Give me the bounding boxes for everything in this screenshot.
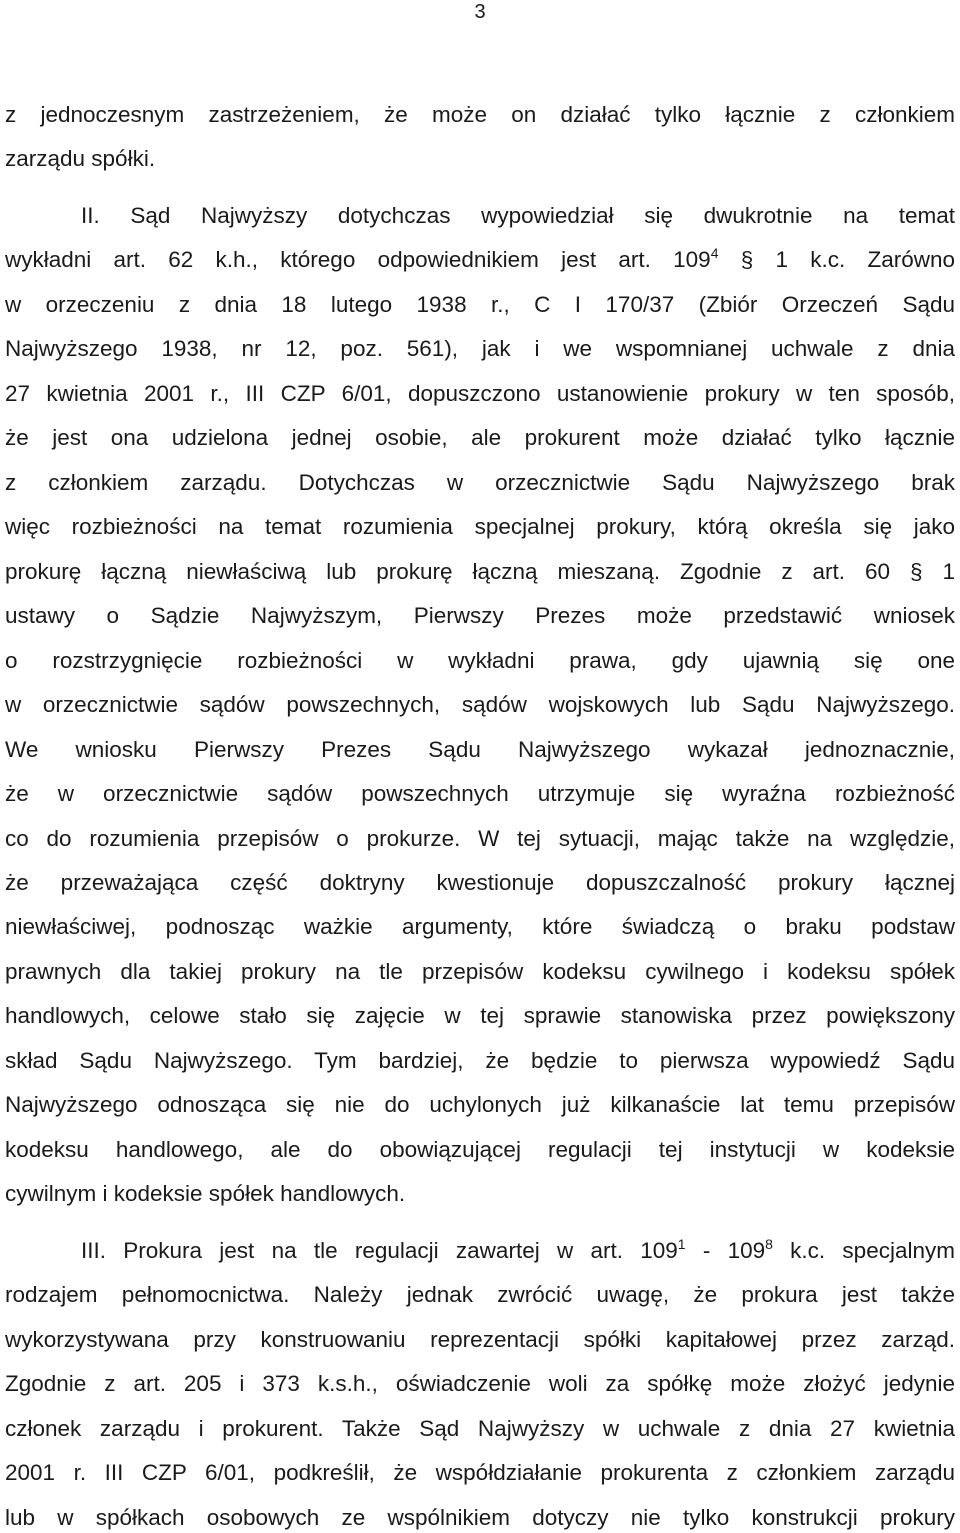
text-line: niewłaściwej, podnosząc ważkie argumenty, które świadczą o braku podstaw <box>5 914 955 939</box>
text-line <box>81 1236 955 1266</box>
text-line: We wniosku Pierwszy Prezes Sądu Najwyższego wykazał jednoznacznie, <box>5 737 955 762</box>
text-line: w orzeczeniu z dnia 18 lutego 1938 r., C I 170/37 (Zbiór Orzeczeń Sądu <box>5 292 955 317</box>
superscript: 1 <box>677 1236 686 1252</box>
text-line: wykorzystywana przy konstruowaniu reprezentacji spółki kapitałowej przez zarząd. <box>5 1327 955 1352</box>
text-line: prokurę łączną niewłaściwą lub prokurę łączną mieszaną. Zgodnie z art. 60 § 1 <box>5 559 955 584</box>
text-line: więc rozbieżności na temat rozumienia specjalnej prokury, którą określa się jako <box>5 514 955 539</box>
text-fragment: - 109 <box>685 1238 766 1263</box>
text-fragment: wykładni art. 62 k.h., którego odpowiednikiem jest art. 109 <box>5 247 711 272</box>
text-line <box>5 245 955 275</box>
superscript: 8 <box>765 1236 773 1252</box>
text-line: z jednoczesnym zastrzeżeniem, że może on działać tylko łącznie z członkiem <box>5 102 955 127</box>
text-line: że jest ona udzielona jednej osobie, ale prokurent może działać tylko łącznie <box>5 425 955 450</box>
text-line: II. Sąd Najwyższy dotychczas wypowiedział się dwukrotnie na temat <box>81 203 955 228</box>
text-fragment: § 1 k.c. Zarówno <box>718 247 955 272</box>
text-line: co do rozumienia przepisów o prokurze. W tej sytuacji, mając także na względzie, <box>5 826 955 851</box>
text-line: że w orzecznictwie sądów powszechnych utrzymuje się wyraźna rozbieżność <box>5 781 955 806</box>
text-line: o rozstrzygnięcie rozbieżności w wykładni prawa, gdy ujawnią się one <box>5 648 955 673</box>
text-line: zarządu spółki. <box>5 146 156 171</box>
text-line: Najwyższego odnosząca się nie do uchylonych już kilkanaście lat temu przepisów <box>5 1092 955 1117</box>
text-line: z członkiem zarządu. Dotychczas w orzecznictwie Sądu Najwyższego brak <box>5 470 955 495</box>
text-fragment: III. Prokura jest na tle regulacji zawartej w art. 109 <box>81 1238 678 1263</box>
text-line: członek zarządu i prokurent. Także Sąd Najwyższy w uchwale z dnia 27 kwietnia <box>5 1416 955 1441</box>
text-line: rodzajem pełnomocnictwa. Należy jednak zwrócić uwagę, że prokura jest także <box>5 1282 955 1307</box>
page-number: 3 <box>474 1 486 23</box>
text-line: 27 kwietnia 2001 r., III CZP 6/01, dopuszczono ustanowienie prokury w ten sposób, <box>5 381 955 406</box>
text-line: w orzecznictwie sądów powszechnych, sądów wojskowych lub Sądu Najwyższego. <box>5 692 955 717</box>
text-line: lub w spółkach osobowych ze wspólnikiem dotyczy nie tylko konstrukcji prokury <box>5 1505 955 1530</box>
text-line: kodeksu handlowego, ale do obowiązującej regulacji tej instytucji w kodeksie <box>5 1137 955 1162</box>
text-line: Najwyższego 1938, nr 12, poz. 561), jak i we wspomnianej uchwale z dnia <box>5 336 955 361</box>
text-line: skład Sądu Najwyższego. Tym bardziej, że będzie to pierwsza wypowiedź Sądu <box>5 1048 955 1073</box>
text-fragment: k.c. specjalnym <box>772 1238 955 1263</box>
text-line: że przeważająca część doktryny kwestionuje dopuszczalność prokury łącznej <box>5 870 955 895</box>
superscript: 4 <box>710 245 719 261</box>
text-line: handlowych, celowe stało się zajęcie w tej sprawie stanowiska przez powiększony <box>5 1003 955 1028</box>
text-line: cywilnym i kodeksie spółek handlowych. <box>5 1181 406 1206</box>
text-line: 2001 r. III CZP 6/01, podkreślił, że współdziałanie prokurenta z członkiem zarządu <box>5 1460 955 1485</box>
text-line: prawnych dla takiej prokury na tle przepisów kodeksu cywilnego i kodeksu spółek <box>5 959 955 984</box>
text-line: ustawy o Sądzie Najwyższym, Pierwszy Prezes może przedstawić wniosek <box>5 603 955 628</box>
text-line: Zgodnie z art. 205 i 373 k.s.h., oświadczenie woli za spółkę może złożyć jedynie <box>5 1371 955 1396</box>
